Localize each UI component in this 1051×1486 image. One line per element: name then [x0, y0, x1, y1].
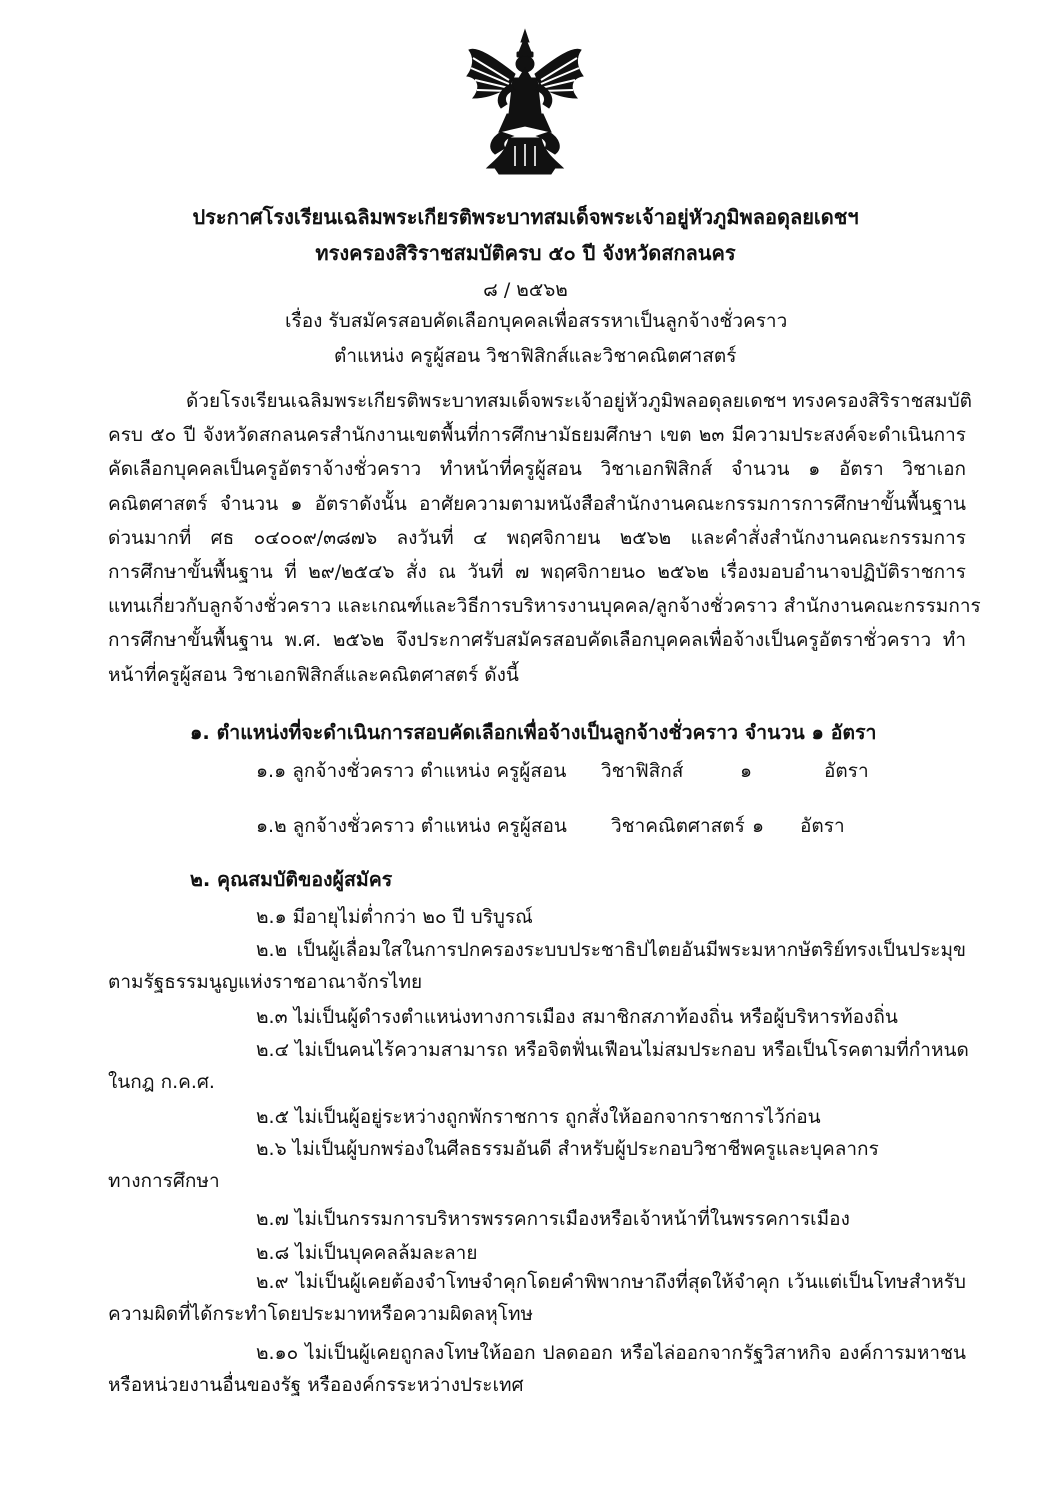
qualification-item: ๒.๗ ไม่เป็นกรรมการบริหารพรรคการเมืองหรือเจ้าหน้าที่ในพรรคการเมือง: [256, 1208, 850, 1230]
announcement-heading-line1: ประกาศโรงเรียนเฉลิมพระเกียรติพระบาทสมเด็จพระเจ้าอยู่หัวภูมิพลอดุลยเดชฯ: [192, 205, 859, 229]
qualification-line: หรือหน่วยงานอื่นของรัฐ หรือองค์กรระหว่างประเทศ: [108, 1374, 524, 1396]
qualification-line: ในกฎ ก.ค.ศ.: [108, 1071, 215, 1093]
section1-item-count: ๑: [752, 815, 765, 837]
announcement-number: ๘ / ๒๕๖๒: [483, 279, 568, 301]
qualification-line: ๒.๑๐ ไม่เป็นผู้เคยถูกลงโทษให้ออก ปลดออก หรือไล่ออกจากรัฐวิสาหกิจ องค์การมหาชน: [256, 1342, 966, 1364]
qualification-line: ทางการศึกษา: [108, 1170, 220, 1192]
qualification-item: ๒.๓ ไม่เป็นผู้ดำรงตำแหน่งทางการเมือง สมาชิกสภาท้องถิ่น หรือผู้บริหารท้องถิ่น: [256, 1006, 898, 1028]
section1-item-count: ๑: [740, 760, 753, 782]
intro-paragraph: [108, 384, 981, 692]
qualification-line: ตามรัฐธรรมนูญแห่งราชอาณาจักรไทย: [108, 971, 423, 993]
qualification-item: ๒.๘ ไม่เป็นบุคคลล้มละลาย: [256, 1242, 478, 1264]
section1-item-unit: อัตรา: [800, 815, 845, 837]
qualification-item: [108, 1337, 966, 1401]
qualification-line: ความผิดที่ได้กระทำโดยประมาทหรือความผิดลหุโทษ: [108, 1303, 534, 1325]
garuda-emblem-icon: [465, 28, 585, 176]
intro-line: การศึกษาขั้นพื้นฐาน พ.ศ. ๒๕๖๒ จึงประกาศรับสมัครสอบคัดเลือกบุคคลเพื่อจ้างเป็นครูอัตราชั่วคราว ทำ: [108, 629, 966, 652]
intro-line: แทนเกี่ยวกับลูกจ้างชั่วคราว และเกณฑ์และวิธีการบริหารงานบุคคล/ลูกจ้างชั่วคราว สำนักงานคณะกรรมการ: [108, 595, 981, 618]
announcement-heading-line2: ทรงครองสิริราชสมบัติครบ ๕๐ ปี จังหวัดสกลนคร: [315, 241, 736, 265]
intro-line: ด้วยโรงเรียนเฉลิมพระเกียรติพระบาทสมเด็จพระเจ้าอยู่หัวภูมิพลอดุลยเดชฯ ทรงครองสิริราชสมบัติ: [186, 390, 972, 412]
section1-item-unit: อัตรา: [824, 760, 869, 782]
qualification-item: ๒.๕ ไม่เป็นผู้อยู่ระหว่างถูกพักราชการ ถูกสั่งให้ออกจากราชการไว้ก่อน: [256, 1106, 821, 1128]
qualification-item: [108, 1133, 966, 1197]
qualification-item: [108, 934, 966, 998]
qualification-item: ๒.๑ มีอายุไม่ต่ำกว่า ๒๐ ปี บริบูรณ์: [256, 906, 533, 928]
announcement-subject: เรื่อง รับสมัครสอบคัดเลือกบุคคลเพื่อสรรหาเป็นลูกจ้างชั่วคราว: [285, 310, 788, 332]
intro-line: หน้าที่ครูผู้สอน วิชาเอกฟิสิกส์และคณิตศาสตร์ ดังนี้: [108, 663, 519, 686]
intro-line: คณิตศาสตร์ จำนวน ๑ อัตราดังนั้น อาศัยความตามหนังสือสำนักงานคณะกรรมการการศึกษาขั้นพื้นฐาน: [108, 492, 966, 515]
section2-title: ๒. คุณสมบัติของผู้สมัคร: [190, 868, 393, 891]
section1-title: ๑. ตำแหน่งที่จะดำเนินการสอบคัดเลือกเพื่อจ้างเป็นลูกจ้างชั่วคราว จำนวน ๑ อัตรา: [190, 721, 877, 744]
section1-item-label: ๑.๑ ลูกจ้างชั่วคราว ตำแหน่ง ครูผู้สอน: [256, 760, 567, 782]
announcement-position: ตำแหน่ง ครูผู้สอน วิชาฟิสิกส์และวิชาคณิตศาสตร์: [334, 345, 737, 367]
section1-item-subject: วิชาฟิสิกส์: [601, 760, 684, 782]
qualification-line: ๒.๒ เป็นผู้เลื่อมใสในการปกครองระบบประชาธิปไตยอันมีพระมหากษัตริย์ทรงเป็นประมุข: [256, 939, 966, 961]
qualification-item: [108, 1034, 969, 1098]
intro-line: คัดเลือกบุคคลเป็นครูอัตราจ้างชั่วคราว ทำหน้าที่ครูผู้สอน วิชาเอกฟิสิกส์ จำนวน ๑ อัตรา วิชาเอก: [108, 458, 966, 481]
intro-line: ด่วนมากที่ ศธ ๐๔๐๐๙/๓๘๗๖ ลงวันที่ ๔ พฤศจิกายน ๒๕๖๒ และคำสั่งสำนักงานคณะกรรมการ: [108, 526, 966, 549]
intro-line: การศึกษาขั้นพื้นฐาน ที่ ๒๙/๒๕๔๖ สั่ง ณ วันที่ ๗ พฤศจิกายน๐ ๒๕๖๒ เรื่องมอบอำนาจปฏิบัติราชการ: [108, 560, 966, 583]
qualification-line: ๒.๔ ไม่เป็นคนไร้ความสามารถ หรือจิตฟั่นเฟือนไม่สมประกอบ หรือเป็นโรคตามที่กำหนด: [256, 1039, 969, 1061]
section1-item-label: ๑.๒ ลูกจ้างชั่วคราว ตำแหน่ง ครูผู้สอน: [256, 815, 567, 837]
qualification-line: ๒.๖ ไม่เป็นผู้บกพร่องในศีลธรรมอันดี สำหรับผู้ประกอบวิชาชีพครูและบุคลากร: [256, 1138, 879, 1160]
intro-line: ครบ ๕๐ ปี จังหวัดสกลนครสำนักงานเขตพื้นที่การศึกษามัธยมศึกษา เขต ๒๓ มีความประสงค์จะดำเนินการ: [108, 424, 966, 447]
section1-item-subject: วิชาคณิตศาสตร์: [611, 815, 745, 837]
qualification-item: [108, 1266, 966, 1330]
qualification-line: ๒.๙ ไม่เป็นผู้เคยต้องจำโทษจำคุกโดยคำพิพากษาถึงที่สุดให้จำคุก เว้นแต่เป็นโทษสำหรับ: [256, 1271, 966, 1293]
